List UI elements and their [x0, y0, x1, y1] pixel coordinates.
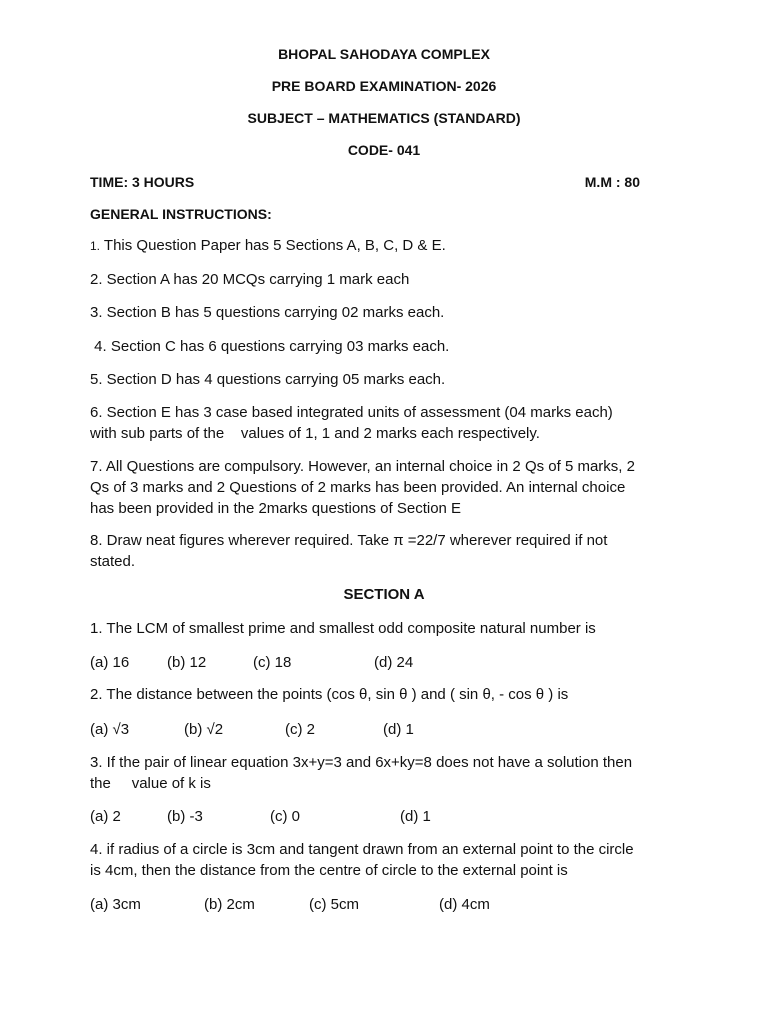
option-c: (c) 0	[270, 808, 300, 825]
option-a: (a) √3	[90, 721, 130, 738]
exam-title: PRE BOARD EXAMINATION- 2026	[271, 78, 497, 94]
instruction-item-line: 8. Draw neat figures wherever required. Take π =22/7 wherever required if not	[90, 532, 608, 549]
instruction-item-line: 6. Section E has 3 case based integrated units of assessment (04 marks each)	[90, 404, 613, 421]
option-c: (c) 5cm	[309, 896, 359, 913]
option-b: (b) 12	[167, 654, 207, 671]
instruction-item-line: Qs of 3 marks and 2 Questions of 2 marks has been provided. An internal choice	[90, 479, 626, 496]
question-text: is 4cm, then the distance from the centre of circle to the external point is	[90, 862, 568, 879]
option-b: (b) 2cm	[204, 896, 255, 913]
option-c: (c) 2	[285, 721, 315, 738]
option-d: (d) 4cm	[439, 896, 490, 913]
question-text: 1. The LCM of smallest prime and smallest odd composite natural number is	[90, 620, 596, 637]
instruction-item	[90, 235, 650, 257]
option-d: (d) 1	[383, 721, 414, 738]
instruction-item: 4. Section C has 6 questions carrying 03 marks each.	[90, 338, 450, 355]
section-title: SECTION A	[343, 586, 425, 603]
instruction-item: 2. Section A has 20 MCQs carrying 1 mark each	[90, 271, 410, 288]
subject-title: SUBJECT – MATHEMATICS (STANDARD)	[247, 110, 521, 126]
instruction-item-line: with sub parts of the values of 1, 1 and 2 marks each respectively.	[90, 425, 540, 442]
option-c: (c) 18	[253, 654, 292, 671]
option-d: (d) 24	[374, 654, 414, 671]
option-a: (a) 16	[90, 654, 130, 671]
option-a: (a) 3cm	[90, 896, 141, 913]
instruction-item: 5. Section D has 4 questions carrying 05 marks each.	[90, 371, 446, 388]
instruction-item: 3. Section B has 5 questions carrying 02 marks each.	[90, 304, 445, 321]
question-text: 4. if radius of a circle is 3cm and tangent drawn from an external point to the circle	[90, 841, 634, 858]
option-b: (b) -3	[167, 808, 203, 825]
time-label: TIME: 3 HOURS	[90, 174, 195, 190]
instruction-item-line: has been provided in the 2marks questions of Section E	[90, 500, 462, 517]
instruction-text: This Question Paper has 5 Sections A, B, C, D & E.	[103, 237, 446, 254]
option-a: (a) 2	[90, 808, 121, 825]
instruction-item-line: stated.	[90, 553, 136, 570]
org-title: BHOPAL SAHODAYA COMPLEX	[278, 46, 490, 62]
option-d: (d) 1	[400, 808, 431, 825]
question-text: 3. If the pair of linear equation 3x+y=3 and 6x+ky=8 does not have a solution then	[90, 754, 633, 771]
question-text: the value of k is	[90, 775, 211, 792]
option-b: (b) √2	[184, 721, 224, 738]
question-text: 2. The distance between the points (cos θ, sin θ ) and ( sin θ, - cos θ ) is	[90, 686, 569, 703]
instruction-number: 1.	[90, 239, 101, 253]
subject-code: CODE- 041	[347, 142, 421, 158]
instructions-heading: GENERAL INSTRUCTIONS:	[90, 206, 272, 222]
instruction-item-line: 7. All Questions are compulsory. However, an internal choice in 2 Qs of 5 marks, 2	[90, 458, 635, 475]
max-marks-label: M.M : 80	[584, 174, 640, 190]
